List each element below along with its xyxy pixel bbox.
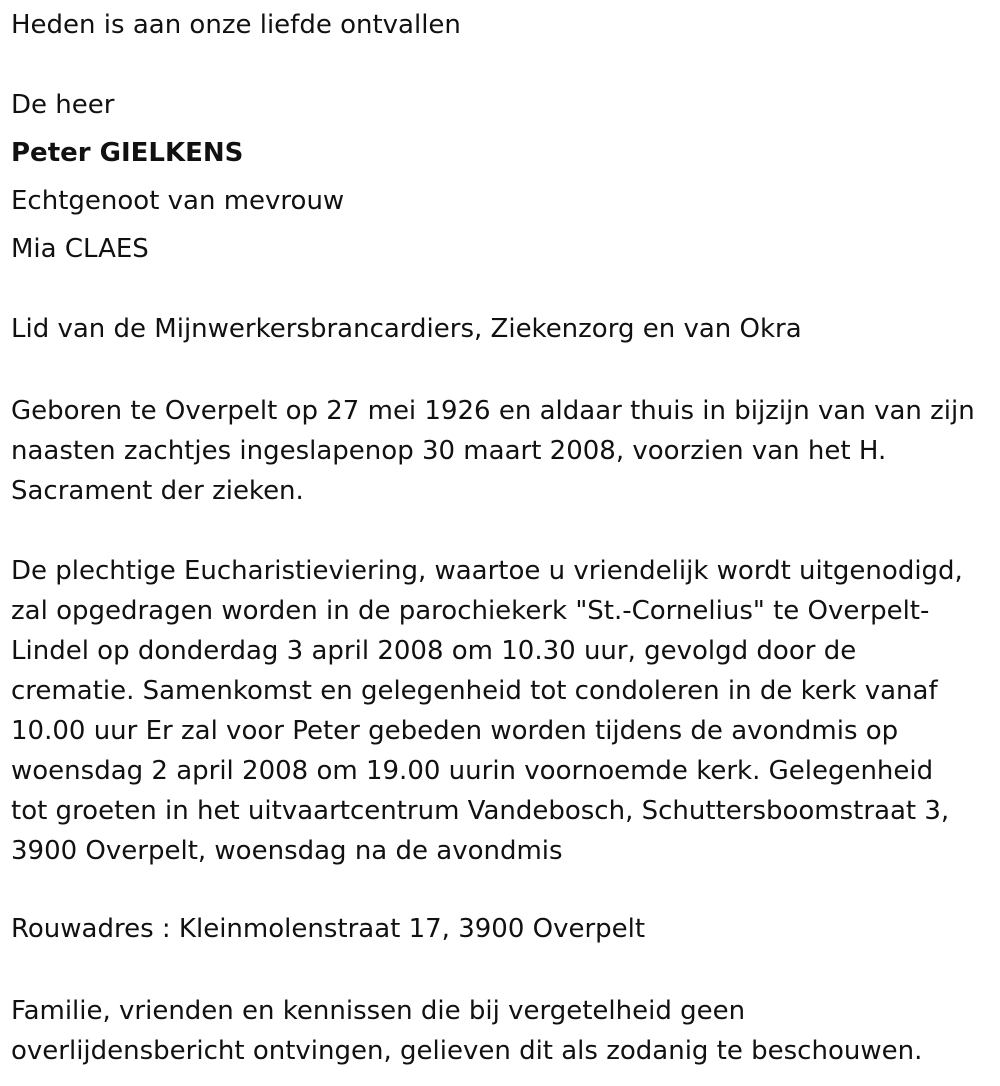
ceremony-line: crematie. Samenkomst en gelegenheid tot condoleren in de kerk vanaf (11, 676, 938, 706)
birth-death-paragraph (11, 391, 996, 511)
salutation: De heer (11, 90, 115, 120)
birth-death-line: naasten zachtjes ingeslapenop 30 maart 2008, voorzien van het H. (11, 436, 887, 466)
ceremony-line: De plechtige Eucharistieviering, waartoe u vriendelijk wordt uitgenodigd, (11, 556, 963, 586)
spouse-label: Echtgenoot van mevrouw (11, 186, 345, 216)
ceremony-line: zal opgedragen worden in de parochiekerk "St.-Cornelius" te Overpelt- (11, 596, 930, 626)
ceremony-paragraph (11, 551, 996, 871)
ceremony-line: 10.00 uur Er zal voor Peter gebeden worden tijdens de avondmis op (11, 716, 899, 746)
deceased-name: Peter GIELKENS (11, 138, 244, 168)
membership-text: Lid van de Mijnwerkersbrancardiers, Ziekenzorg en van Okra (11, 314, 802, 344)
closing-line: overlijdensbericht ontvingen, gelieven dit als zodanig te beschouwen. (11, 1036, 923, 1066)
intro-text: Heden is aan onze liefde ontvallen (11, 10, 461, 40)
ceremony-line: 3900 Overpelt, woensdag na de avondmis (11, 836, 563, 866)
spouse-name: Mia CLAES (11, 234, 149, 264)
closing-line: Familie, vrienden en kennissen die bij vergetelheid geen (11, 996, 746, 1026)
birth-death-line: Sacrament der zieken. (11, 476, 304, 506)
birth-death-line: Geboren te Overpelt op 27 mei 1926 en aldaar thuis in bijzijn van van zijn (11, 396, 975, 426)
ceremony-line: tot groeten in het uitvaartcentrum Vandebosch, Schuttersboomstraat 3, (11, 796, 950, 826)
closing-paragraph (11, 991, 996, 1071)
mourning-address: Rouwadres : Kleinmolenstraat 17, 3900 Overpelt (11, 914, 646, 944)
ceremony-line: woensdag 2 april 2008 om 19.00 uurin voornoemde kerk. Gelegenheid (11, 756, 934, 786)
ceremony-line: Lindel op donderdag 3 april 2008 om 10.30 uur, gevolgd door de (11, 636, 857, 666)
